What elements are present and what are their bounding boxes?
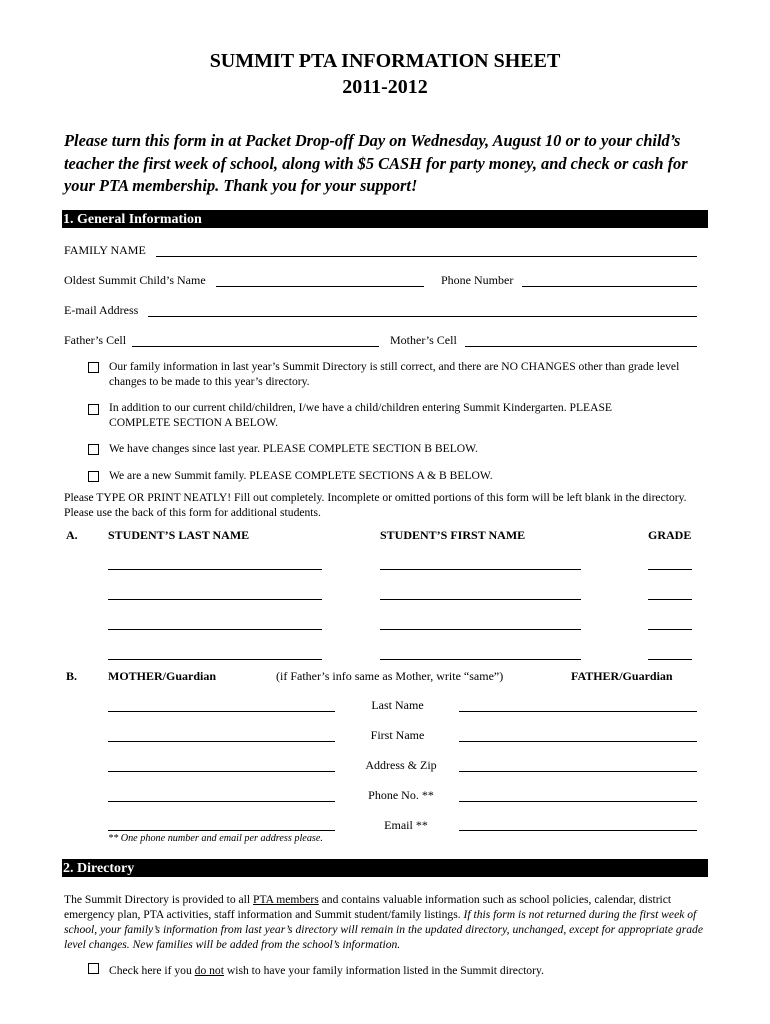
mother-email-field[interactable] <box>108 830 335 831</box>
opt-out-text: Check here if you do not wish to have your family information listed in the Summit directory. <box>109 964 544 977</box>
student-last-name-field[interactable] <box>108 629 322 630</box>
student-first-name-field[interactable] <box>380 569 581 570</box>
family-name-field[interactable] <box>156 256 697 257</box>
mother-cell-field[interactable] <box>465 346 697 347</box>
email-field[interactable] <box>148 316 697 317</box>
student-last-name-field[interactable] <box>108 659 322 660</box>
phone-no-label: Phone No. ** <box>368 788 434 802</box>
father-phone-field[interactable] <box>459 801 697 802</box>
mother-first-name-field[interactable] <box>108 741 335 742</box>
first-name-label: First Name <box>370 728 425 742</box>
opt-out-checkbox[interactable] <box>88 963 99 974</box>
student-grade-field[interactable] <box>648 659 692 660</box>
student-first-name-field[interactable] <box>380 629 581 630</box>
student-last-name-field[interactable] <box>108 569 322 570</box>
section-1-heading: 1. General Information <box>62 210 708 228</box>
student-last-name-field[interactable] <box>108 599 322 600</box>
father-address-field[interactable] <box>459 771 697 772</box>
father-last-name-field[interactable] <box>459 711 697 712</box>
section-a-letter: A. <box>66 528 78 542</box>
phone-field[interactable] <box>522 286 697 287</box>
mother-cell-label: Mother’s Cell <box>390 333 457 347</box>
student-grade-field[interactable] <box>648 629 692 630</box>
kindergarten-checkbox[interactable] <box>88 404 99 415</box>
oldest-child-field[interactable] <box>216 286 424 287</box>
email-row-label: Email ** <box>384 818 428 832</box>
school-year: 2011-2012 <box>342 76 428 98</box>
mother-address-field[interactable] <box>108 771 335 772</box>
first-name-column-header: STUDENT’S FIRST NAME <box>380 528 526 542</box>
email-label: E-mail Address <box>64 303 139 317</box>
father-first-name-field[interactable] <box>459 741 697 742</box>
last-name-column-header: STUDENT’S LAST NAME <box>108 528 250 542</box>
footnote: ** One phone number and email per address please. <box>108 833 323 844</box>
intro-text: Please turn this form in at Packet Drop-off Day on Wednesday, August 10 or to your child’s teacher the first week of school, along with $5 CASH for party money, and check or cash for your PTA membership. Thank you for your support! <box>64 131 688 195</box>
pta-members-link[interactable]: PTA members <box>253 893 319 906</box>
father-cell-label: Father’s Cell <box>64 333 127 347</box>
grade-column-header: GRADE <box>648 528 692 542</box>
student-grade-field[interactable] <box>648 569 692 570</box>
changes-checkbox[interactable] <box>88 444 99 455</box>
family-name-label: FAMILY NAME <box>64 243 146 257</box>
new-family-text: We are a new Summit family. PLEASE COMPLETE SECTIONS A & B BELOW. <box>109 469 493 482</box>
same-info-note: (if Father’s info same as Mother, write “same”) <box>276 669 504 683</box>
kindergarten-text: In addition to our current child/children, I/we have a child/children entering Summit Kindergarten. PLEASE COMPLETE SECTION A BELOW. <box>109 401 613 429</box>
page-title: SUMMIT PTA INFORMATION SHEET <box>209 50 561 72</box>
section-2-heading: 2. Directory <box>62 859 708 877</box>
directory-paragraph: The Summit Directory is provided to all PTA members and contains valuable information such as school policies, calendar, district emergency plan, PTA activities, staff information and Summit student/family listings. If this form is not returned during the first week of school, your family’s information from last year’s directory will remain in the updated directory, unchanged, except for appropriate grade level changes. New families will be added from the school’s information. <box>64 893 703 951</box>
mother-phone-field[interactable] <box>108 801 335 802</box>
instructions-text: Please TYPE OR PRINT NEATLY! Fill out completely. Incomplete or omitted portions of this form will be left blank in the directory. Please use the back of this form for additional students. <box>64 491 687 519</box>
changes-text: We have changes since last year. PLEASE COMPLETE SECTION B BELOW. <box>109 442 478 455</box>
phone-label: Phone Number <box>441 273 514 287</box>
no-changes-text: Our family information in last year’s Summit Directory is still correct, and there are NO CHANGES other than grade level changes to be made to this year’s directory. <box>109 360 680 388</box>
father-cell-field[interactable] <box>132 346 379 347</box>
father-column-header: FATHER/Guardian <box>571 669 673 683</box>
oldest-child-label: Oldest Summit Child’s Name <box>64 273 206 287</box>
new-family-checkbox[interactable] <box>88 471 99 482</box>
mother-column-header: MOTHER/Guardian <box>108 669 217 683</box>
student-grade-field[interactable] <box>648 599 692 600</box>
no-changes-checkbox[interactable] <box>88 362 99 373</box>
mother-last-name-field[interactable] <box>108 711 335 712</box>
section-b-letter: B. <box>66 669 78 683</box>
last-name-label: Last Name <box>371 698 424 712</box>
address-label: Address & Zip <box>365 758 437 772</box>
student-first-name-field[interactable] <box>380 599 581 600</box>
father-email-field[interactable] <box>459 830 697 831</box>
student-first-name-field[interactable] <box>380 659 581 660</box>
